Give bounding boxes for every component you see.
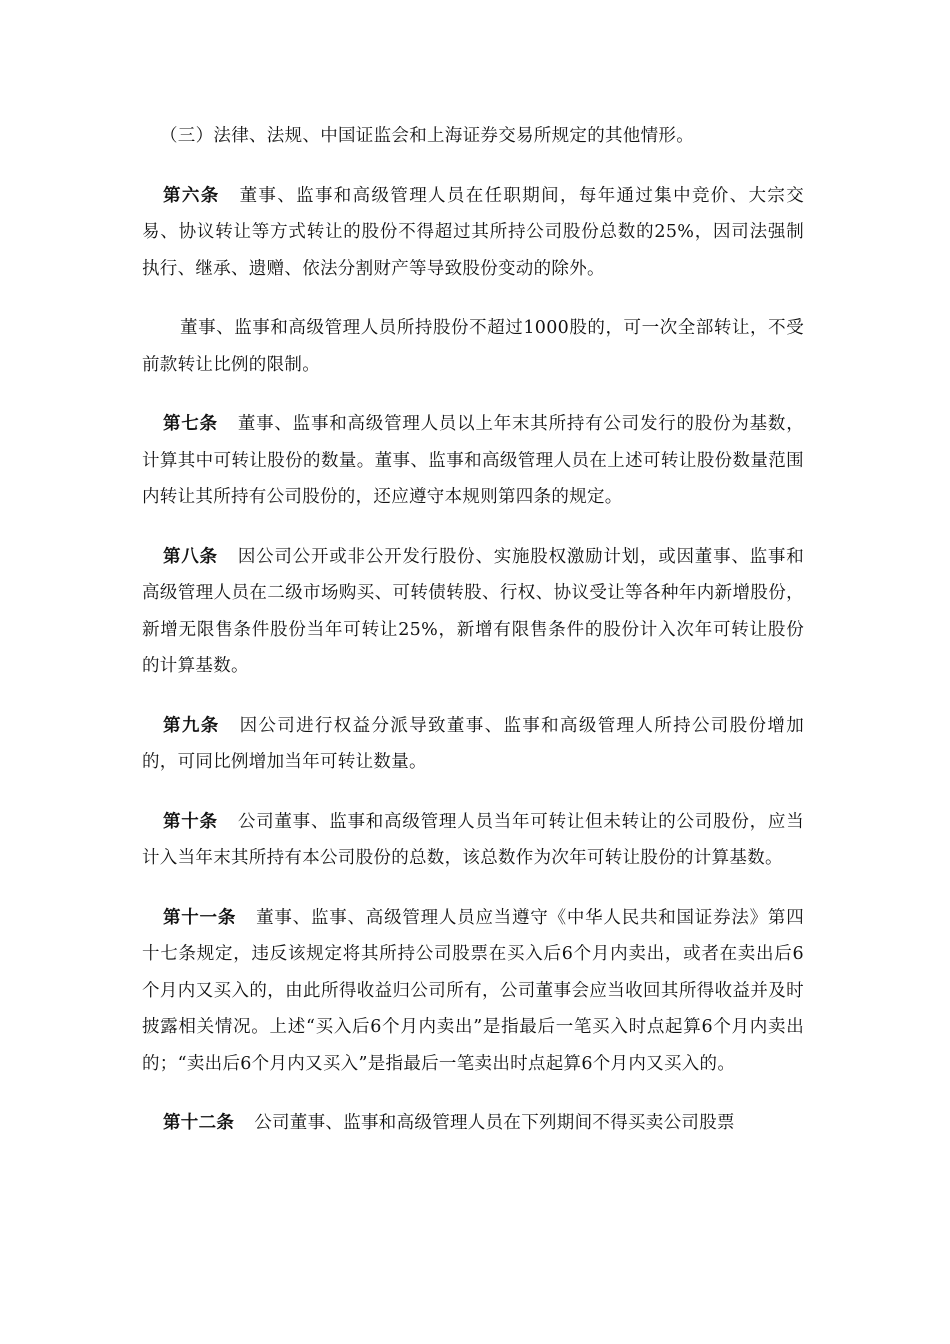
paragraph-text: 因公司进行权益分派导致董事、监事和高级管理人所持公司股份增加的，可同比例增加当年可转让数量。 [142,715,805,772]
document-body [142,118,804,1165]
article-label: 第十条 [163,811,218,832]
paragraph-text: （三）法律、法规、中国证监会和上海证券交易所规定的其他情形。 [160,126,694,146]
clause-item-3 [142,118,804,155]
paragraph-text: 因公司公开或非公开发行股份、实施股权激励计划，或因董事、监事和高级管理人员在二级市场购买、可转债转股、行权、协议受让等各种年内新增股份，新增无限售条件股份当年可转让25%，新增有限售条件的股份计入次年可转让股份的计算基数。 [142,546,804,676]
article-label: 第十二条 [163,1113,235,1133]
paragraph-text: 公司董事、监事和高级管理人员当年可转让但未转让的公司股份，应当计入当年末其所持有本公司股份的总数，该总数作为次年可转让股份的计算基数。 [142,811,804,868]
article-8 [142,539,804,685]
paragraph-text: 董事、监事和高级管理人员在任职期间，每年通过集中竞价、大宗交易、协议转让等方式转让的股份不得超过其所持公司股份总数的25%，因司法强制执行、继承、遗赠、依法分割财产等导致股份变动的除外。 [142,185,805,279]
article-10 [142,804,804,877]
article-7 [142,406,804,516]
article-label: 第七条 [163,414,218,434]
article-label: 第九条 [163,715,220,736]
paragraph-text: 公司董事、监事和高级管理人员在下列期间不得买卖公司股票 [254,1113,735,1133]
article-label: 第八条 [163,546,218,567]
paragraph-text: 董事、监事和高级管理人员所持股份不超过1000股的，可一次全部转让，不受前款转让比例的限制。 [142,318,804,375]
article-6-paragraph-2 [142,310,804,383]
article-11 [142,900,804,1083]
article-6 [142,178,804,288]
paragraph-text: 董事、监事和高级管理人员以上年末其所持有公司发行的股份为基数，计算其中可转让股份的数量。董事、监事和高级管理人员在上述可转让股份数量范围内转让其所持有公司股份的，还应遵守本规则第四条的规定。 [142,414,804,507]
paragraph-text: 董事、监事、高级管理人员应当遵守《中华人民共和国证券法》第四十七条规定，违反该规定将其所持公司股票在买入后6个月内卖出，或者在卖出后6个月内又买入的，由此所得收益归公司所有，公司董事会应当收回其所得收益并及时披露相关情况。上述“买入后6个月内卖出”是指最后一笔买入时点起算6个月内卖出的；“卖出后6个月内又买入”是指最后一笔卖出时点起算6个月内又买入的。 [142,907,805,1074]
article-label: 第六条 [163,185,220,206]
article-9 [142,708,804,781]
article-12 [142,1105,804,1142]
article-label: 第十一条 [163,907,237,928]
